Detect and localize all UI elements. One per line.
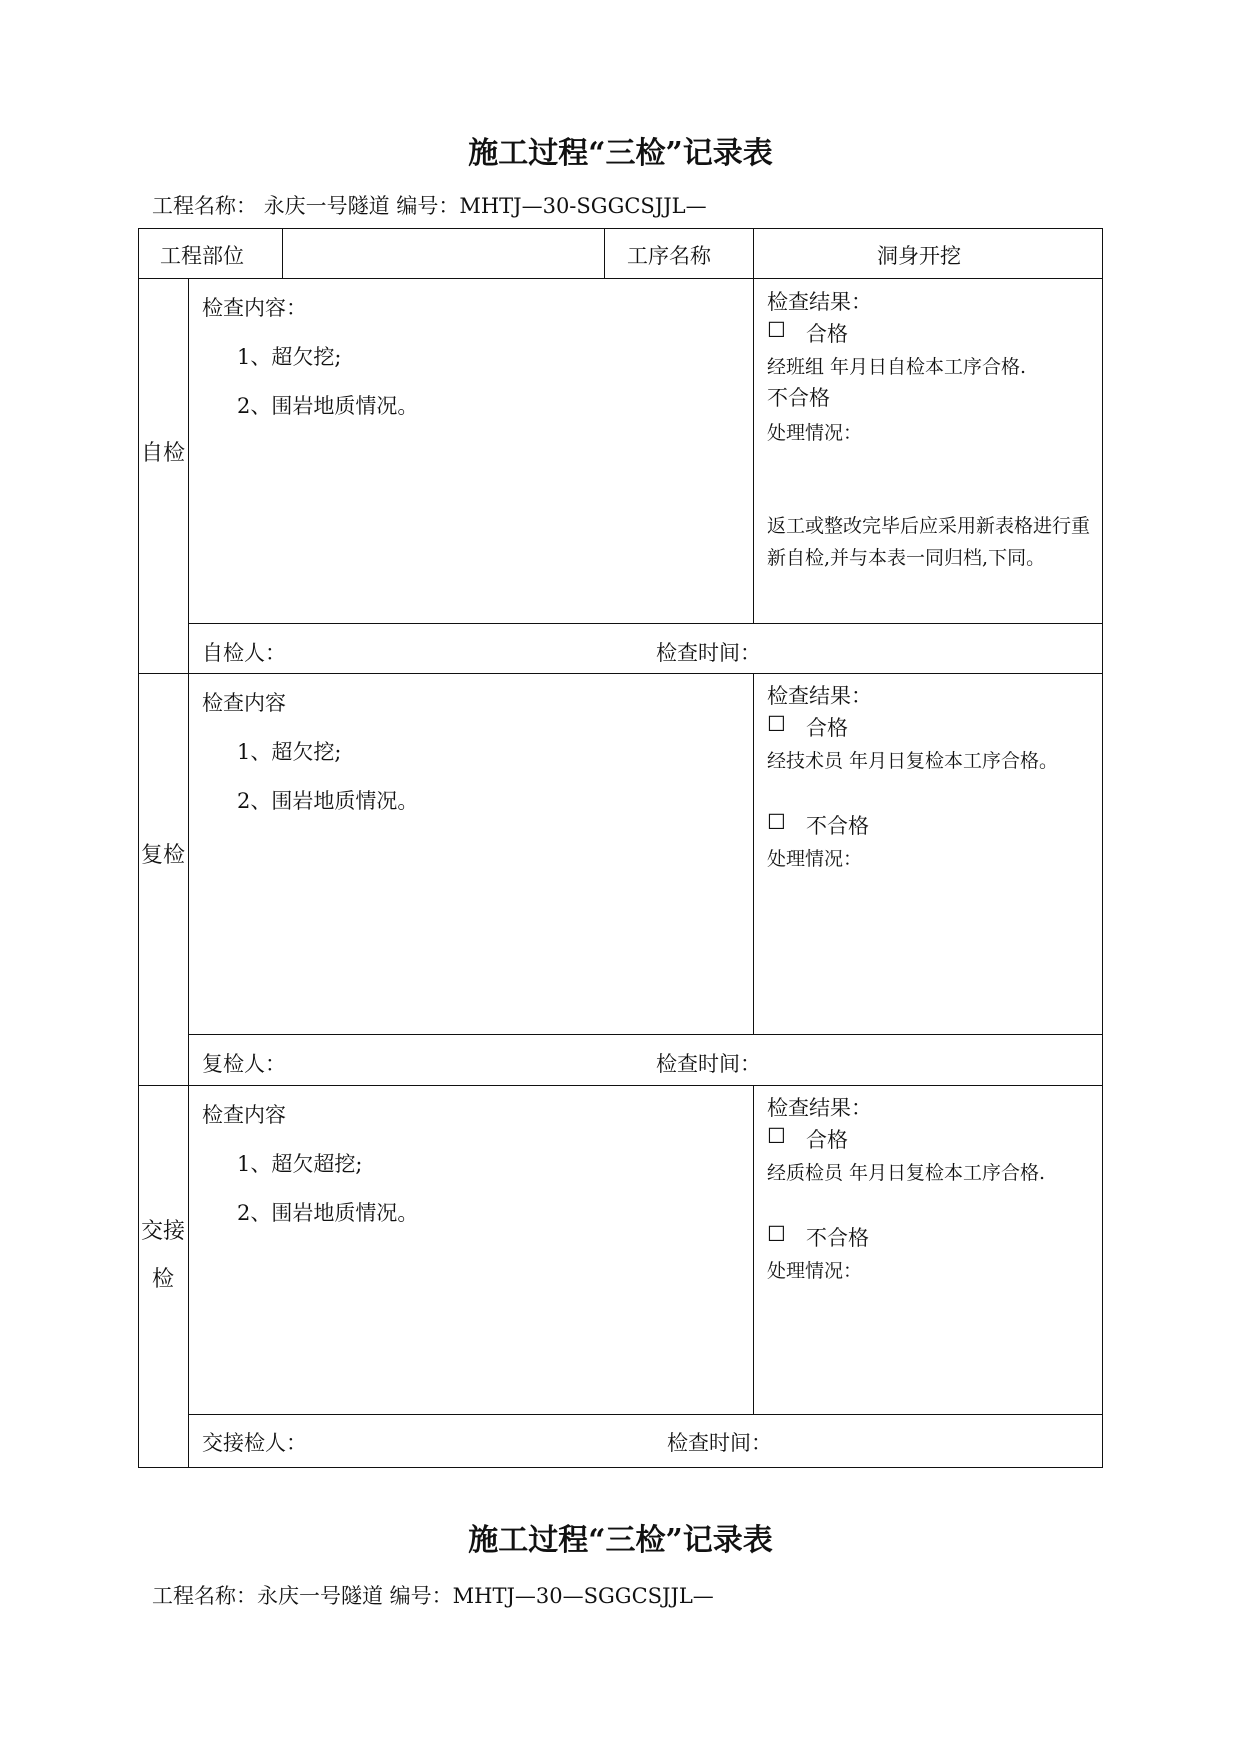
project-info-line-2: 工程名称：永庆一号隧道 编号：MHTJ—30—SGGCSJJL— [152, 1584, 714, 1608]
section-col-divider [188, 278, 189, 1468]
re-check-label: 复检 [140, 843, 185, 868]
section-divider [138, 673, 1103, 674]
signature-row-divider [188, 623, 1103, 624]
header-col-divider [604, 228, 605, 278]
section-divider [138, 1085, 1103, 1086]
part-label: 工程部位 [160, 244, 244, 268]
handover-fail-label: 不合格 [806, 1226, 869, 1250]
re-pass-checkbox[interactable]: ☐ [767, 712, 786, 736]
signature-row-divider [188, 1034, 1103, 1035]
re-pass-note: 经技术员 年月日复检本工序合格。 [767, 750, 1059, 772]
handover-pass-label: 合格 [806, 1128, 848, 1152]
self-handling-label: 处理情况： [767, 422, 863, 444]
project-info-line: 工程名称： 永庆一号隧道 编号：MHTJ—30-SGGCSJJL— [152, 194, 707, 218]
self-result-title: 检查结果： [767, 290, 872, 314]
header-col-divider [282, 228, 283, 278]
self-pass-note: 经班组 年月日自检本工序合格. [767, 356, 1027, 378]
self-check-person-label: 自检人： [202, 641, 286, 665]
self-check-label: 自检 [140, 441, 185, 466]
table-border-right [1102, 228, 1103, 1468]
process-value: 洞身开挖 [877, 244, 961, 268]
re-pass-label: 合格 [806, 716, 848, 740]
re-result-title: 检查结果： [767, 684, 872, 708]
form-title-2: 施工过程“三检”记录表 [468, 1523, 773, 1558]
header-row-divider [138, 278, 1103, 279]
self-check-time-label: 检查时间： [656, 641, 761, 665]
self-check-item: 1、超欠挖; [237, 345, 342, 369]
result-col-divider [753, 673, 754, 1034]
handover-item: 2、围岩地质情况。 [237, 1201, 419, 1225]
handover-content-title: 检查内容 [202, 1103, 286, 1127]
handover-fail-checkbox[interactable]: ☐ [767, 1222, 786, 1246]
handover-person-label: 交接检人： [202, 1431, 307, 1455]
self-pass-label: 合格 [806, 322, 848, 346]
handover-pass-note: 经质检员 年月日复检本工序合格. [767, 1162, 1046, 1184]
re-check-item: 1、超欠挖; [237, 740, 342, 764]
re-handling-label: 处理情况： [767, 848, 863, 870]
table-border-bottom [138, 1467, 1103, 1468]
handover-result-title: 检查结果： [767, 1096, 872, 1120]
handover-handling-label: 处理情况： [767, 1260, 863, 1282]
re-check-content-title: 检查内容 [202, 691, 286, 715]
self-check-item: 2、围岩地质情况。 [237, 394, 419, 418]
re-fail-label: 不合格 [806, 814, 869, 838]
self-pass-checkbox[interactable]: ☐ [767, 318, 786, 342]
self-fail-label: 不合格 [767, 386, 830, 410]
re-check-time-label: 检查时间： [656, 1052, 761, 1076]
process-label: 工序名称 [627, 244, 711, 268]
handover-pass-checkbox[interactable]: ☐ [767, 1124, 786, 1148]
result-col-divider [753, 228, 754, 623]
signature-row-divider [188, 1414, 1103, 1415]
handover-item: 1、超欠超挖; [237, 1152, 363, 1176]
handover-check-label: 交接检 [140, 1219, 185, 1292]
rework-note: 返工或整改完毕后应采用新表格进行重新自检,并与本表一同归档,下同。 [767, 515, 1091, 569]
re-check-item: 2、围岩地质情况。 [237, 789, 419, 813]
form-title: 施工过程“三检”记录表 [468, 136, 773, 171]
result-col-divider [753, 1085, 754, 1414]
re-fail-checkbox[interactable]: ☐ [767, 810, 786, 834]
handover-time-label: 检查时间： [667, 1431, 772, 1455]
self-check-content-title: 检查内容： [202, 296, 307, 320]
re-check-person-label: 复检人： [202, 1052, 286, 1076]
